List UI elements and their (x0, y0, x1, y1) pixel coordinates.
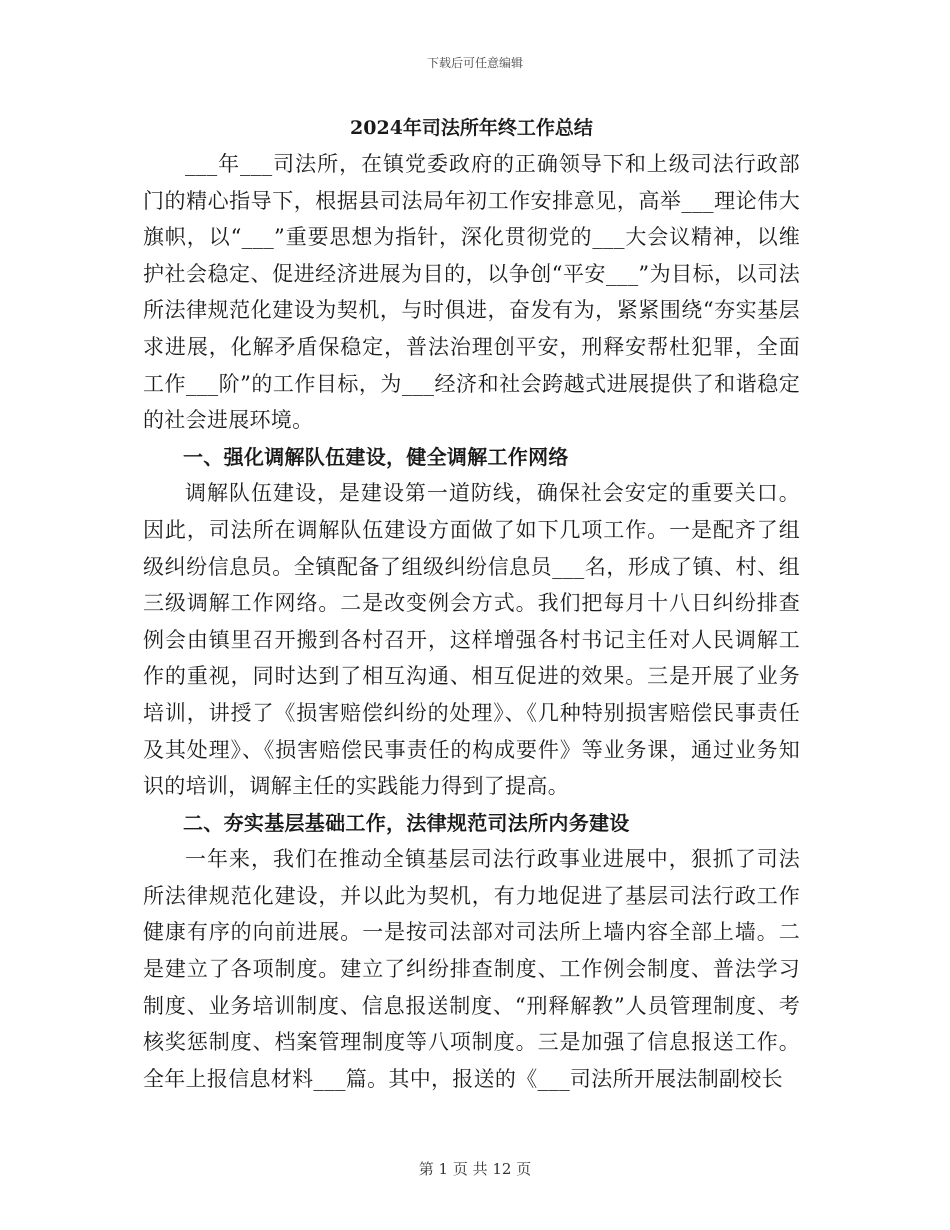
section-1-paragraph: 调解队伍建设，是建设第一道防线，确保社会安定的重要关口。因此，司法所在调解队伍建设方面做了如下几项工作。一是配齐了组级纠纷信息员。全镇配备了组级纠纷信息员___名，形成了镇、村、组三级调解工作网络。二是改变例会方式。我们把每月十八日纠纷排查例会由镇里召开搬到各村召开，这样增强各村书记主任对人民调解工作的重视，同时达到了相互沟通、相互促进的效果。三是开展了业务培训，讲授了《损害赔偿纠纷的处理》、《几种特别损害赔偿民事责任及其处理》、《损害赔偿民事责任的构成要件》等业务课，通过业务知识的培训，调解主任的实践能力得到了提高。 (143, 481, 800, 799)
section-heading-1: 一、强化调解队伍建设，健全调解工作网络 (183, 444, 569, 469)
document-title: 2024年司法所年终工作总结 (350, 117, 593, 139)
header-note: 下载后可任意编辑 (426, 56, 523, 70)
document-body (143, 112, 800, 1097)
intro-paragraph: ___年___司法所，在镇党委政府的正确领导下和上级司法行政部门的精心指导下，根据县司法局年初工作安排意见，高举___理论伟大旗帜，以“___”重要思想为指针，深化贯彻党的___大会议精神，以维护社会稳定、促进经济进展为目的，以争创“平安___”为目标，以司法所法律规范化建设为契机，与时俱进，奋发有为，紧紧围绕“夯实基层求进展，化解矛盾保稳定，普法治理创平安，刑释安帮杜犯罪，全面工作___阶”的工作目标，为___经济和社会跨越式进展提供了和谐稳定的社会进展环境。 (143, 152, 800, 433)
page-footer: 第 1 页 共 12 页 (418, 1160, 532, 1178)
section-2-paragraph: 一年来，我们在推动全镇基层司法行政事业进展中，狠抓了司法所法律规范化建设，并以此为契机，有力地促进了基层司法行政工作健康有序的向前进展。一是按司法部对司法所上墙内容全部上墙。二是建立了各项制度。建立了纠纷排查制度、工作例会制度、普法学习制度、业务培训制度、信息报送制度、“刑释解教”人员管理制度、考核奖惩制度、档案管理制度等八项制度。三是加强了信息报送工作。全年上报信息材料___篇。其中，报送的《___司法所开展法制副校长 (143, 847, 800, 1091)
section-heading-2: 二、夯实基层基础工作，法律规范司法所内务建设 (183, 810, 630, 835)
